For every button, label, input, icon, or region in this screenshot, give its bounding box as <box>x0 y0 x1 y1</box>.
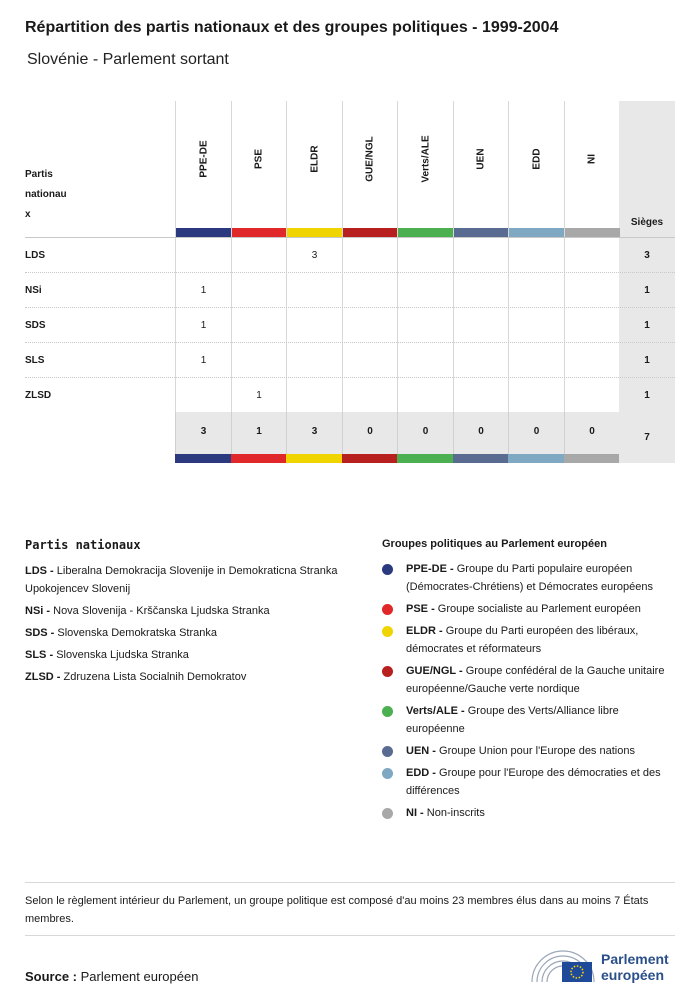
seat-cell <box>508 308 564 343</box>
group-code-label: PSE <box>253 148 265 170</box>
group-color-dot-icon <box>382 768 393 779</box>
page-title: Répartition des partis nationaux et des groupes politiques - 1999-2004 <box>25 19 559 36</box>
seat-cell <box>564 343 620 378</box>
political-group-item <box>382 600 675 618</box>
seat-cell: 1 <box>175 273 231 308</box>
seats-header-label: Sièges <box>630 217 664 228</box>
seat-cell <box>453 238 509 273</box>
group-code: Verts/ALE - <box>406 705 465 717</box>
group-total-cell: 0 <box>508 412 564 454</box>
group-total-cell: 1 <box>231 412 287 454</box>
national-parties-legend <box>25 538 345 690</box>
seat-cell <box>397 378 453 413</box>
group-column-header <box>231 101 287 237</box>
seat-cell <box>453 308 509 343</box>
party-full-name: Zdruzena Lista Socialnih Demokratov <box>63 671 247 683</box>
logo-text-line1: Parlement <box>601 951 669 967</box>
seats-column-header <box>619 101 675 237</box>
source-value: Parlement européen <box>80 969 199 984</box>
political-groups-legend <box>382 538 675 826</box>
parliament-logo <box>528 944 678 988</box>
group-color-bar <box>398 228 453 237</box>
group-full-name: Groupe pour l'Europe des démocraties et des différences <box>406 767 661 797</box>
source-line <box>25 969 198 984</box>
table-row <box>25 307 675 342</box>
seat-cell <box>564 378 620 413</box>
group-full-name: Groupe confédéral de la Gauche unitaire européenne/Gauche verte nordique <box>406 665 665 695</box>
seat-cell <box>508 273 564 308</box>
seat-cell <box>342 378 398 413</box>
group-color-bar <box>509 228 564 237</box>
seat-cell: 3 <box>286 238 342 273</box>
group-color-bar <box>564 454 620 463</box>
party-name: SLS <box>25 355 45 366</box>
seat-cell <box>231 238 287 273</box>
group-color-dot-icon <box>382 808 393 819</box>
group-code: EDD - <box>406 767 436 779</box>
group-code: NI - <box>406 807 424 819</box>
seat-cell <box>397 238 453 273</box>
party-code: SLS - <box>25 649 54 661</box>
national-parties-heading: Partis nationaux <box>25 538 141 552</box>
table-row <box>25 272 675 307</box>
group-color-bar <box>286 454 342 463</box>
group-full-name: Groupe du Parti populaire européen (Démocrates-Chrétiens) et Démocrates européens <box>406 563 653 593</box>
party-header-line: Partis <box>25 169 53 180</box>
political-group-item <box>382 622 675 658</box>
seat-cell <box>453 343 509 378</box>
seat-cell <box>453 378 509 413</box>
seat-cell <box>564 238 620 273</box>
group-column-header <box>175 101 231 237</box>
seat-cell <box>175 238 231 273</box>
group-color-bar <box>231 454 287 463</box>
seat-cell: 1 <box>175 343 231 378</box>
party-name: SDS <box>25 320 46 331</box>
seat-cell <box>342 273 398 308</box>
group-color-dot-icon <box>382 564 393 575</box>
political-groups-heading: Groupes politiques au Parlement européen <box>382 538 607 550</box>
group-color-bar <box>454 228 509 237</box>
group-totals-row <box>25 412 675 463</box>
political-group-item <box>382 742 675 760</box>
seat-cell <box>342 343 398 378</box>
seat-cell <box>397 273 453 308</box>
group-color-bar <box>176 228 231 237</box>
party-full-name: Nova Slovenija - Krščanska Ljudska Stranka <box>53 605 270 617</box>
group-color-bar <box>287 228 342 237</box>
seat-cell <box>508 378 564 413</box>
national-party-item <box>25 602 345 620</box>
party-column-header <box>25 165 85 225</box>
group-code: ELDR - <box>406 625 443 637</box>
group-full-name: Non-inscrits <box>426 807 485 819</box>
footnote: Selon le règlement intérieur du Parlement, un groupe politique est composé d'au moins 23 membres élus dans au moins 7 États membres. <box>25 882 675 936</box>
seat-cell <box>231 308 287 343</box>
seat-cell <box>175 378 231 413</box>
seat-cell <box>231 273 287 308</box>
national-party-item <box>25 624 345 642</box>
party-code: ZLSD - <box>25 671 61 683</box>
table-row <box>25 342 675 377</box>
party-name: ZLSD <box>25 390 52 401</box>
group-column-header <box>453 101 509 237</box>
seat-cell <box>397 343 453 378</box>
table-row <box>25 237 675 272</box>
group-code: PPE-DE - <box>406 563 454 575</box>
seat-cell: 1 <box>175 308 231 343</box>
seat-cell <box>564 273 620 308</box>
group-code-label: GUE/NGL <box>364 136 376 182</box>
political-group-item <box>382 764 675 800</box>
group-color-bar <box>508 454 564 463</box>
group-total-cell: 0 <box>397 412 453 454</box>
grand-total: 7 <box>619 412 675 463</box>
seat-cell <box>342 238 398 273</box>
party-full-name: Slovenska Ljudska Stranka <box>56 649 189 661</box>
logo-text-line2: européen <box>601 967 665 983</box>
page-subtitle: Slovénie - Parlement sortant <box>27 51 229 68</box>
group-color-bar <box>453 454 509 463</box>
group-full-name: Groupe des Verts/Alliance libre européenne <box>406 705 619 735</box>
group-color-dot-icon <box>382 666 393 677</box>
seat-distribution-table <box>25 101 675 463</box>
group-color-bar <box>232 228 287 237</box>
seat-cell <box>508 343 564 378</box>
group-column-header <box>508 101 564 237</box>
seat-cell <box>286 343 342 378</box>
group-color-dot-icon <box>382 706 393 717</box>
party-seat-total: 1 <box>619 378 675 413</box>
group-code-label: PPE-DE <box>198 140 209 178</box>
group-full-name: Groupe socialiste au Parlement européen <box>437 603 641 615</box>
seat-cell <box>231 343 287 378</box>
group-code: PSE - <box>406 603 435 615</box>
seat-cell <box>453 273 509 308</box>
party-full-name: Slovenska Demokratska Stranka <box>57 627 217 639</box>
national-party-item <box>25 646 345 664</box>
group-code: GUE/NGL - <box>406 665 463 677</box>
group-color-bar <box>343 228 398 237</box>
group-code-label: EDD <box>531 148 542 170</box>
seat-cell <box>286 308 342 343</box>
seat-cell <box>564 308 620 343</box>
group-total-cell: 0 <box>564 412 620 454</box>
hemicycle-icon <box>528 946 598 986</box>
group-column-header <box>397 101 453 237</box>
group-code-label: ELDR <box>309 145 320 173</box>
group-total-cell: 3 <box>175 412 231 454</box>
group-code-label: Verts/ALE <box>420 135 431 183</box>
group-full-name: Groupe Union pour l'Europe des nations <box>439 745 635 757</box>
seat-cell <box>342 308 398 343</box>
group-code-label: NI <box>586 154 598 164</box>
seat-cell: 1 <box>231 378 287 413</box>
national-party-item <box>25 668 345 686</box>
logo-text <box>601 951 669 983</box>
seat-cell <box>286 378 342 413</box>
group-total-cell: 0 <box>342 412 398 454</box>
political-group-item <box>382 560 675 596</box>
party-code: NSi - <box>25 605 51 617</box>
political-group-item <box>382 804 675 822</box>
party-header-line: x <box>25 209 31 220</box>
group-column-header <box>564 101 620 237</box>
political-group-item <box>382 662 675 698</box>
party-seat-total: 1 <box>619 343 675 378</box>
party-name: NSi <box>25 285 42 296</box>
group-color-bar <box>397 454 453 463</box>
group-color-bar <box>342 454 398 463</box>
group-column-header <box>342 101 398 237</box>
source-label: Source : <box>25 969 78 984</box>
national-party-item <box>25 562 345 598</box>
political-group-item <box>382 702 675 738</box>
seat-cell <box>397 308 453 343</box>
seat-cell <box>286 273 342 308</box>
party-seat-total: 1 <box>619 273 675 308</box>
party-seat-total: 1 <box>619 308 675 343</box>
group-total-cell: 0 <box>453 412 509 454</box>
seat-cell <box>508 238 564 273</box>
group-code: UEN - <box>406 745 436 757</box>
group-color-dot-icon <box>382 746 393 757</box>
party-header-line: nationau <box>25 189 67 200</box>
group-color-bar <box>565 228 620 237</box>
table-row <box>25 377 675 412</box>
group-column-header <box>286 101 342 237</box>
party-seat-total: 3 <box>619 238 675 273</box>
party-code: SDS - <box>25 627 55 639</box>
group-color-dot-icon <box>382 626 393 637</box>
group-full-name: Groupe du Parti européen des libéraux, démocrates et réformateurs <box>406 625 639 655</box>
group-total-cell: 3 <box>286 412 342 454</box>
party-full-name: Liberalna Demokracija Slovenije in Demokraticna Stranka Upokojencev Slovenij <box>25 565 338 595</box>
party-code: LDS - <box>25 565 54 577</box>
group-color-dot-icon <box>382 604 393 615</box>
group-code-label: UEN <box>475 148 487 170</box>
party-name: LDS <box>25 250 45 261</box>
group-color-bar <box>175 454 231 463</box>
